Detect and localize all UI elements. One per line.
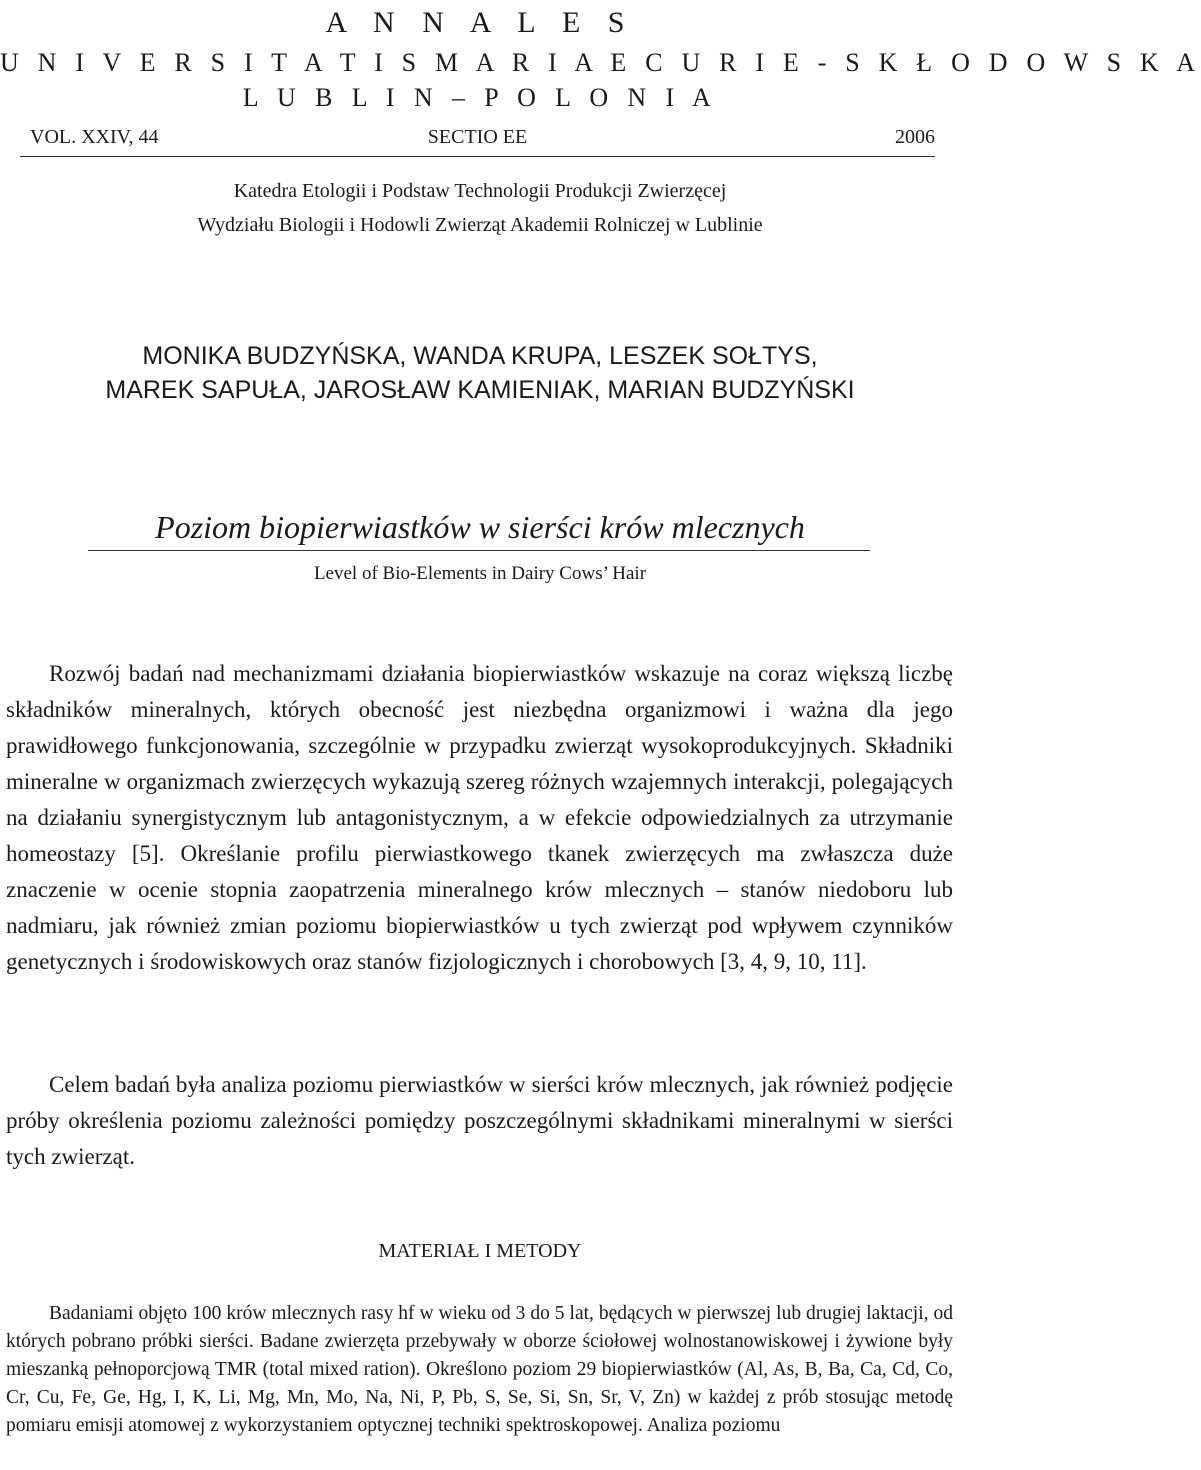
- methods-paragraph: Badaniami objęto 100 krów mlecznych rasy hf w wieku od 3 do 5 lat, będących w pierwszej lub drugiej laktacji, od których pobrano próbki sierści. Badane zwierzęta przebywały w oborze ściołowej wolnostanowiskowej i żywione były mieszanką pełnoporcjową TMR (total mixed ration). Określono poziom 29 biopierwiastków (Al, As, B, Ba, Ca, Cd, Co, Cr, Cu, Fe, Ge, Hg, I, K, Li, Mg, Mn, Mo, Na, Ni, P, Pb, S, Se, Si, Sn, Sr, V, Zn) w każdej z prób stosując metodę pomiaru emisji atomowej z wykorzystaniem optycznej techniki spektroskopowej. Analiza poziomu: [6, 1303, 953, 1436]
- journal-university: U N I V E R S I T A T I S M A R I A E C U R I E - S K Ł O D O W S K A: [0, 48, 1201, 77]
- header-divider: [20, 156, 935, 157]
- section-heading: MATERIAŁ I METODY: [378, 1240, 582, 1262]
- volume-row: [20, 126, 935, 156]
- journal-name: A N N A L E S: [325, 6, 635, 39]
- volume-year: 2006: [895, 126, 935, 148]
- authors-line-2: MAREK SAPUŁA, JAROSŁAW KAMIENIAK, MARIAN BUDZYŃSKI: [105, 376, 855, 404]
- sectio: SECTIO EE: [427, 126, 528, 148]
- institution-line-1: Katedra Etologii i Podstaw Technologii Produkcji Zwierzęcej: [233, 180, 727, 202]
- volume-number: VOL. XXIV, 44: [30, 126, 159, 148]
- institution-line-2: Wydziału Biologii i Hodowli Zwierząt Akademii Rolniczej w Lublinie: [197, 214, 763, 236]
- article-title: Poziom biopierwiastków w sierści krów mlecznych: [155, 509, 805, 545]
- authors-line-1: MONIKA BUDZYŃSKA, WANDA KRUPA, LESZEK SOŁTYS,: [142, 342, 818, 370]
- intro-paragraph-2: Celem badań była analiza poziomu pierwiastków w sierści krów mlecznych, jak również podjęcie próby określenia poziomu zależności pomiędzy poszczególnymi składnikami mineralnymi w sierści tych zwierząt.: [6, 1072, 953, 1169]
- intro-paragraph-1: Rozwój badań nad mechanizmami działania biopierwiastków wskazuje na coraz większą liczbę składników mineralnych, których obecność jest niezbędna organizmowi i ważna dla jego prawidłowego funkcjonowania, szczególnie w przypadku zwierząt wysokoprodukcyjnych. Składniki mineralne w organizmach zwierzęcych wykazują szereg różnych wzajemnych interakcji, polegających na działaniu synergistycznym lub antagonistycznym, a w efekcie odpowiedzialnych za utrzymanie homeostazy [5]. Określanie profilu pierwiastkowego tkanek zwierzęcych ma zwłaszcza duże znaczenie w ocenie stopnia zaopatrzenia mineralnego krów mlecznych – stanów niedoboru lub nadmiaru, jak również zmian poziomu biopierwiastków u tych zwierząt pod wpływem czynników genetycznych i środowiskowych oraz stanów fizjologicznych i chorobowych [3, 4, 9, 10, 11].: [6, 661, 953, 974]
- title-divider: [88, 550, 870, 551]
- article-title-english: Level of Bio-Elements in Dairy Cows’ Hair: [313, 563, 647, 584]
- journal-city: L U B L I N – P O L O N I A: [242, 83, 718, 112]
